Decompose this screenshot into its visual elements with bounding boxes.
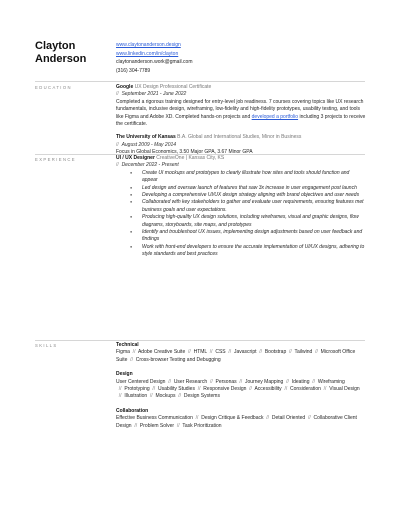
experience-label: EXPERIENCE [35, 157, 76, 162]
skill-item: Personas [215, 378, 237, 385]
skill-item: Design Systems [183, 393, 220, 400]
skill-separator: // [263, 415, 272, 422]
skill-separator: // [305, 415, 314, 422]
skill-group-title: Technical [116, 342, 139, 348]
skill-separator: // [283, 378, 292, 385]
skill-separator: // [194, 386, 204, 393]
skill-item: Collaborative Client Design [116, 415, 357, 429]
website-link[interactable]: www.claytonanderson.design [116, 42, 181, 48]
section-divider [35, 81, 365, 82]
skill-separator: // [116, 386, 125, 393]
skill-item: Design Critique & Feedback [201, 415, 264, 422]
skill-separator: // [174, 422, 183, 429]
skill-separator: // [207, 349, 216, 356]
skill-item: Problem Solver [139, 422, 175, 429]
phone-text: (316) 304-7789 [116, 67, 151, 74]
job-dates: // December 2022 - Present [116, 162, 179, 169]
skill-separator: // [236, 378, 245, 385]
list-item: ● Work with front-end developers to ensure the accurate implementation of UI/UX designs, adhering to style standards and best practices [130, 244, 366, 259]
skill-separator: // [281, 386, 291, 393]
skill-separator: // [165, 378, 174, 385]
email-text: claytonanderson.work@gmail.com [116, 59, 193, 66]
skill-item: Usability Studies [157, 386, 195, 393]
skill-list [116, 349, 366, 364]
skill-item: Bootstrap [264, 349, 287, 356]
skill-separator: // [312, 349, 321, 356]
skill-separator: // [116, 393, 125, 400]
skill-separator: // [129, 349, 138, 356]
skill-item: Prototyping [124, 386, 150, 393]
education-description: Completed a rigorous training designed for entry-level job readiness. 7 courses covering topics like UX research fundamentals, inclusive design, wireframing, low-fidelity and high-fidelity prototypes, usability testing, and tools like Figma and Adobe XD. Completed hands-on projects and developed a portfolio including 3 projects to receive the certificate. [116, 98, 366, 128]
skill-item: Consideration [290, 386, 321, 393]
skill-item: Journey Mapping [244, 378, 284, 385]
skill-item: Tailwind [294, 349, 313, 356]
skill-separator: // [256, 349, 265, 356]
skill-item: Accessibility [254, 386, 282, 393]
portfolio-link[interactable]: developed a portfolio [251, 113, 299, 120]
linkedin-link[interactable]: www.linkedin.com/in/clayton [116, 50, 179, 57]
skill-item: Microsoft Office Suite [116, 349, 356, 363]
candidate-name [35, 40, 86, 66]
skill-separator: // [207, 378, 216, 385]
skill-item: Illustration [124, 393, 148, 400]
section-divider [35, 340, 365, 341]
skill-item: HTML [193, 349, 208, 356]
skill-group-title: Design [116, 371, 133, 378]
skill-separator: // [127, 356, 136, 363]
skill-separator: // [131, 422, 140, 429]
program-name: B.A. Global and International Studies, Minor in Business [177, 134, 302, 141]
education-label: EDUCATION [35, 85, 72, 90]
list-item: ● Led design and oversaw launch of features that saw 3x increase in user engagement post launch [130, 185, 366, 192]
list-item: ● Create UI mockups and prototypes to clearly illustrate how sites and tools should function and appear [130, 170, 366, 185]
experience-section [116, 155, 366, 259]
list-item: ● Producing high-quality UX design solutions, including wireframes, visual and graphic designs, flow diagrams, storyboards, site maps, and prototypes [130, 214, 366, 229]
skill-separator: // [286, 349, 295, 356]
skill-separator: // [175, 393, 184, 400]
skill-group-title: Collaboration [116, 407, 149, 414]
list-item: ● Identify and troubleshoot UX issues, implementing design adjustments based on user feedback and findings [130, 229, 366, 244]
skills-label: SKILLS [35, 343, 58, 348]
skill-item: User Research [173, 378, 208, 385]
skill-separator: // [185, 349, 194, 356]
job-title: UI / UX Designer [116, 155, 155, 161]
skill-item: Responsive Design [203, 386, 247, 393]
responsibility-list [116, 170, 366, 259]
skill-separator: // [225, 349, 234, 356]
skill-item: Cross-browser Testing and Debugging [135, 356, 221, 363]
skill-separator: // [192, 415, 202, 422]
skill-separator: // [320, 386, 330, 393]
skill-item: Adobe Creative Suite [137, 349, 186, 356]
skill-separator: // [149, 386, 158, 393]
skill-item: Mockups [155, 393, 176, 400]
skill-item: Effective Business Communication [116, 415, 193, 422]
skill-list [116, 379, 366, 401]
skill-item: Wireframing [317, 378, 345, 385]
first-name: Clayton [35, 40, 76, 52]
school-name: Google [116, 84, 134, 90]
skill-item: Detail Oriented [271, 415, 306, 422]
skill-item: Visual Design [329, 386, 360, 393]
skill-separator: // [309, 378, 318, 385]
skill-item: Figma [116, 349, 130, 356]
list-item: ● Collaborated with key stakeholders to gather and evaluate user requirements, ensuring features met business goals and user expectations. [130, 199, 366, 214]
skills-section [116, 342, 366, 430]
program-name: UX Design Professional Certificate [134, 84, 212, 90]
contact-block [116, 41, 193, 75]
skill-item: Task Prioritization [182, 422, 222, 429]
skill-item: Ideating [291, 378, 310, 385]
skill-item: User Centered Design [116, 378, 166, 385]
list-item: ● Developing a comprehensive UI/UX design strategy aligning with brand objectives and user needs [130, 192, 366, 199]
skill-list [116, 415, 366, 430]
education-entry [116, 84, 366, 128]
school-name: The University of Kansas [116, 134, 176, 141]
company-name: CreativeOne | Kansas City, KS [156, 155, 225, 161]
education-description: Focus in Global Economics, 3.50 Major GPA, 3.67 Minor GPA [116, 149, 253, 156]
skill-item: CSS [215, 349, 226, 356]
skill-item: Javascript [233, 349, 257, 356]
last-name: Anderson [35, 53, 87, 65]
education-section [116, 84, 366, 157]
skill-separator: // [147, 393, 156, 400]
education-dates: // August 2009 - May 2014 [116, 141, 177, 148]
skill-separator: // [246, 386, 255, 393]
education-dates: // September 2021 - June 2022 [116, 91, 187, 98]
